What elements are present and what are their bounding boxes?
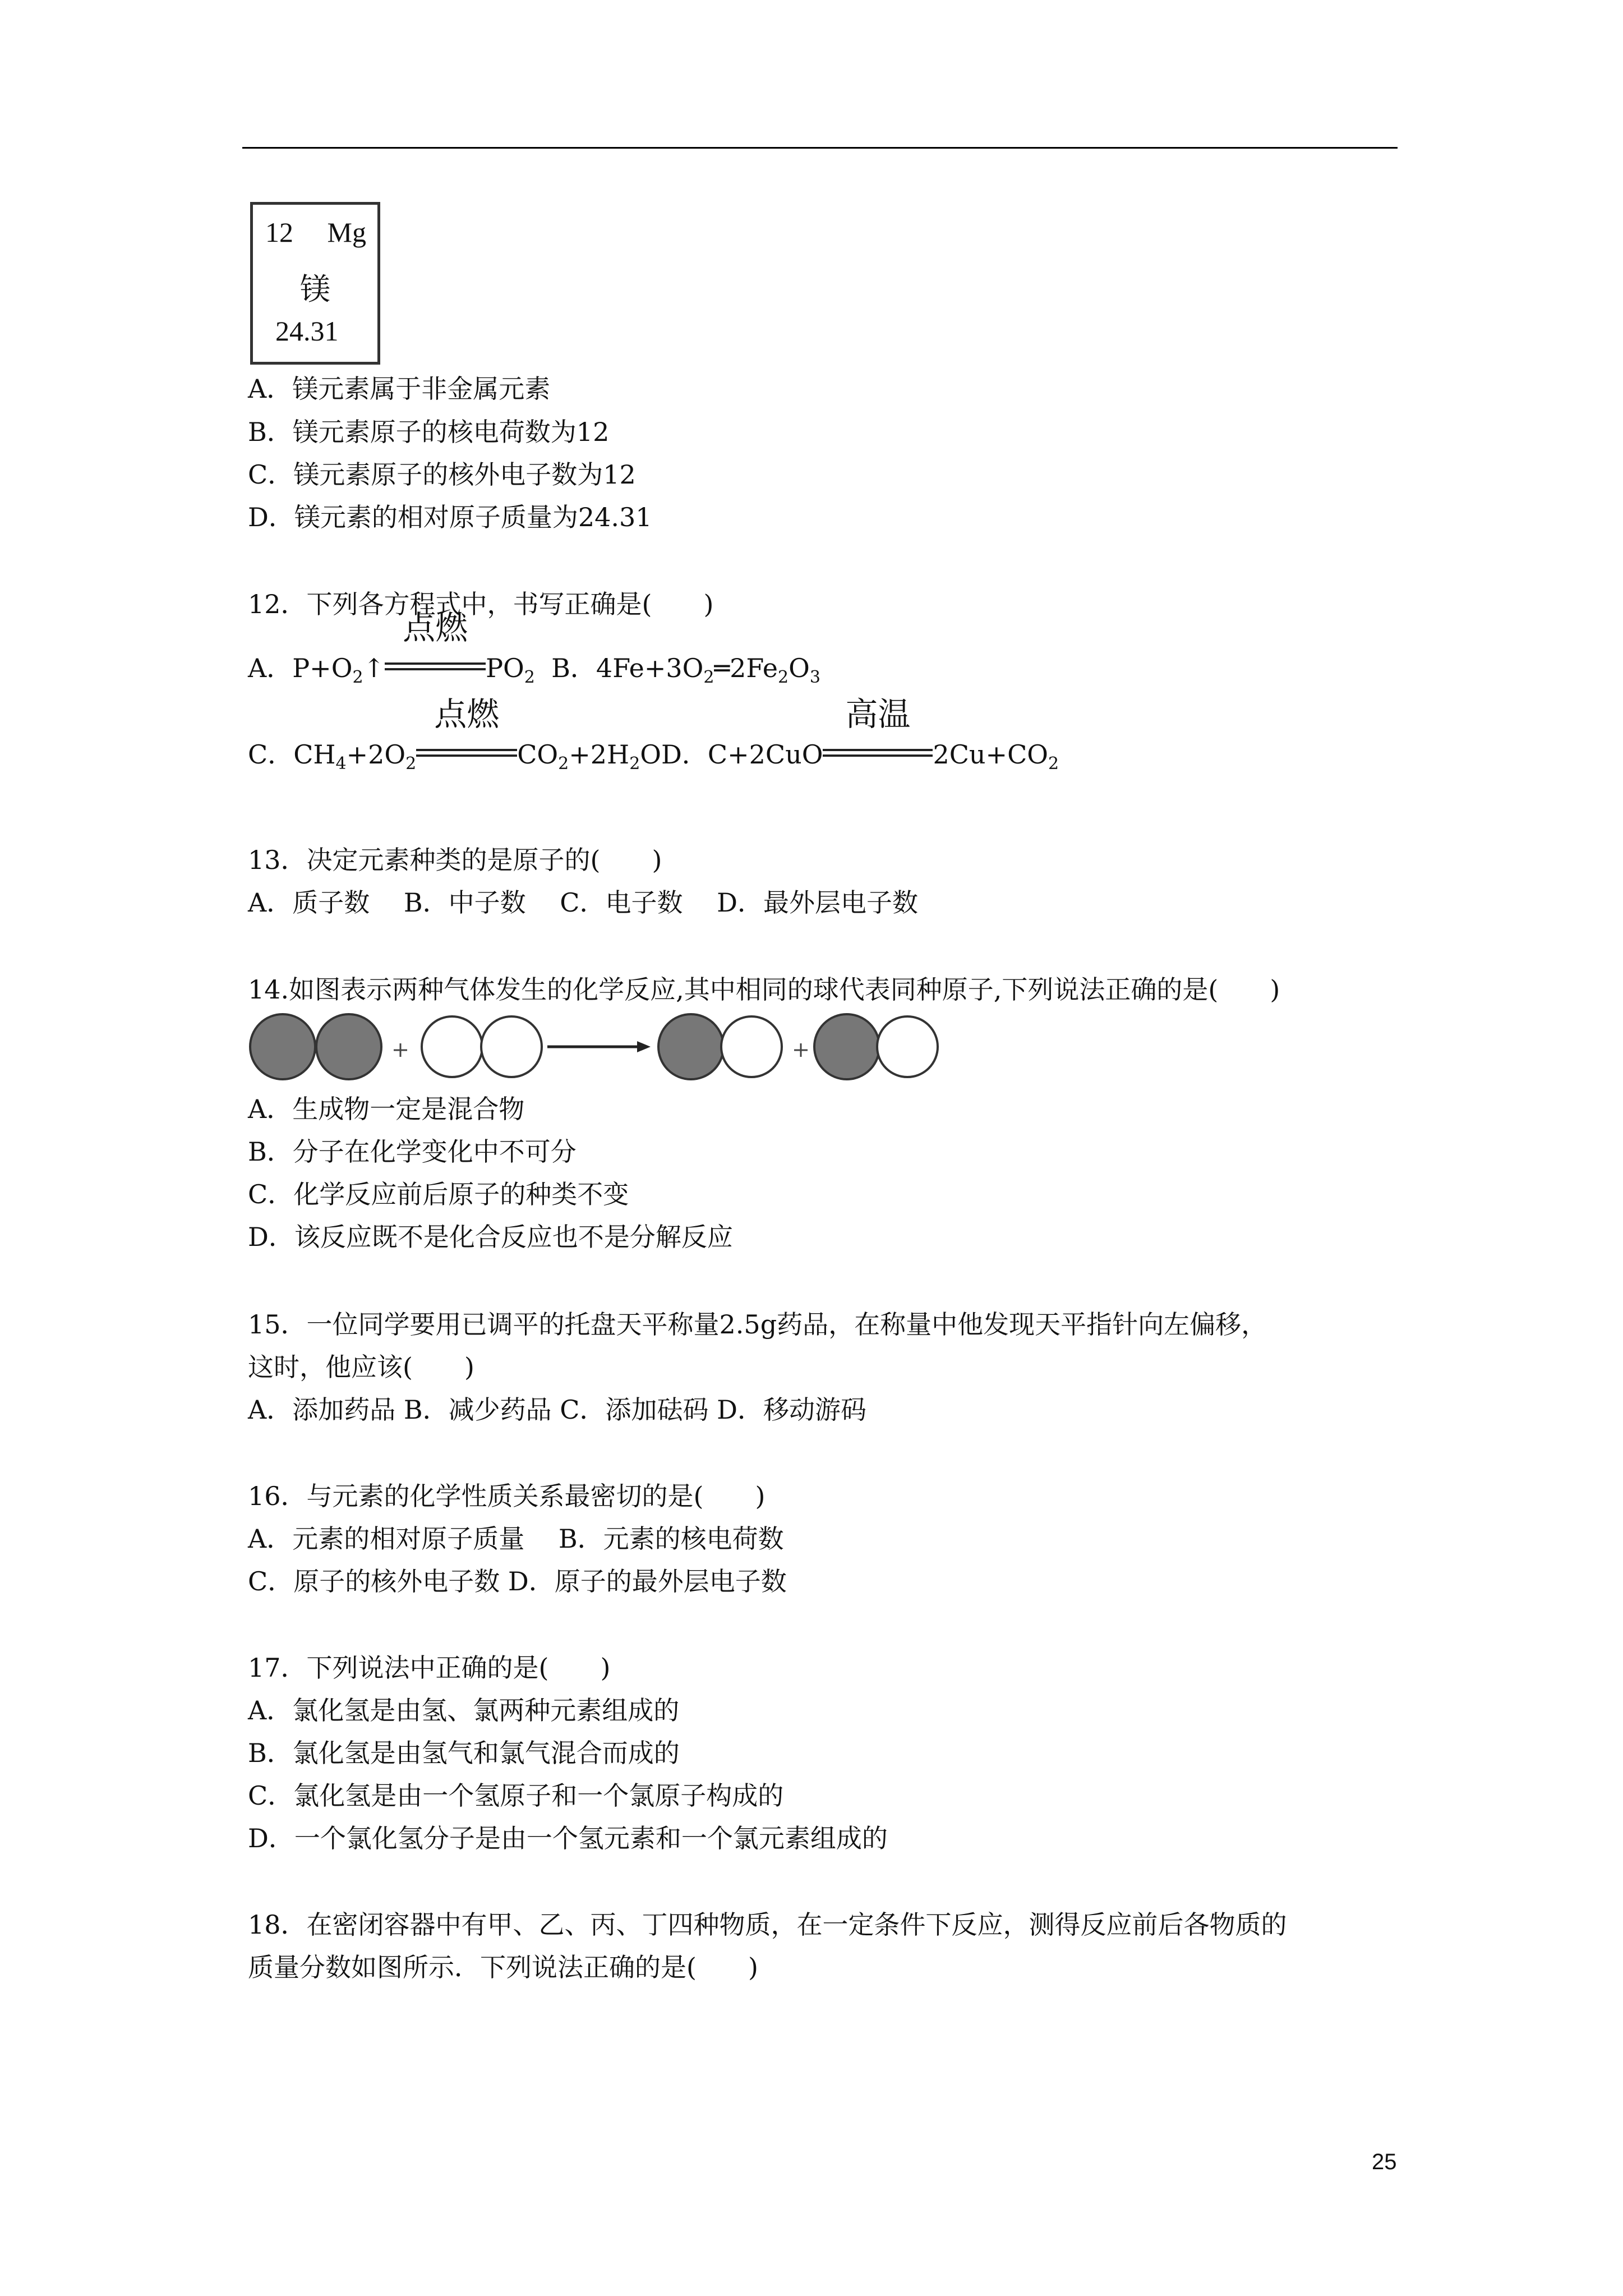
atomic-mass: 24.31 [275,315,339,347]
q11-option-c: C．镁元素原子的核外电子数为12 [248,459,636,490]
element-card [250,202,380,365]
reaction-diagram-full [0,1013,1623,1080]
q14-option-a: A．生成物一定是混合物 [248,1094,525,1124]
q18-stem-line1: 18．在密闭容器中有甲、乙、丙、丁四种物质，在一定条件下反应，测得反应前后各物质的 [248,1910,1287,1940]
q13-options: A．质子数 B．中子数 C．电子数 D．最外层电子数 [248,887,918,918]
reactant-grey-atom-2 [316,1014,381,1079]
q17-stem: 17．下列说法中正确的是( ) [248,1653,611,1683]
q14-option-d: D．该反应既不是化合反应也不是分解反应 [248,1222,733,1252]
q16-stem: 16．与元素的化学性质关系最密切的是( ) [248,1481,766,1511]
q13-stem: 13．决定元素种类的是原子的( ) [248,845,662,875]
q16-options-line1: A．元素的相对原子质量 B．元素的核电荷数 [248,1524,784,1554]
atomic-number: 12 [265,217,293,248]
element-symbol: Mg [327,217,366,248]
q15-options: A．添加药品 B．减少药品 C．添加砝码 D．移动游码 [248,1395,866,1425]
q11-option-b: B．镁元素原子的核电荷数为12 [248,417,610,447]
page-number: 25 [1372,2150,1397,2174]
plus-sign-1 [394,1043,407,1057]
product2-white-atom [877,1016,938,1077]
product1-white-atom [721,1016,782,1077]
reactant-grey-atom-1 [250,1014,315,1079]
q12-option-a-label: A． [248,653,293,683]
q12-row-cd: C．$CH_4+2O_2$ 点燃 $CO_2+2H_2OD$．C+2CuO 高温 $2Cu+CO_2$ [248,695,1059,774]
q11-option-a: A．镁元素属于非金属元素 [248,374,551,404]
reactant-white-atom-2 [481,1016,542,1077]
q12-option-d-label: D． [661,739,708,770]
q17-option-b: B．氯化氢是由氢气和氯气混合而成的 [248,1738,680,1768]
q15-stem-line1: 15．一位同学要用已调平的托盘天平称量2.5g药品，在称量中他发现天平指针向左偏移， [248,1309,1267,1340]
q17-option-d: D．一个氯化氢分子是由一个氢元素和一个氯元素组成的 [248,1823,888,1853]
q17-option-c: C．氯化氢是由一个氢原子和一个氯原子构成的 [248,1780,784,1811]
header-rule [242,147,1398,149]
q18-stem-line2: 质量分数如图所示．下列说法正确的是( ) [248,1952,758,1982]
q15-stem-line2: 这时，他应该( ) [248,1352,474,1382]
q14-option-c: C．化学反应前后原子的种类不变 [248,1179,629,1209]
q11-option-d: D．镁元素的相对原子质量为24.31 [248,502,652,532]
q12-stem: 12．下列各方程式中，书写正确是( ) [248,589,714,619]
condition-ignite-2: 点燃 [434,695,500,733]
q12-option-c-label: C． [248,739,294,770]
q16-options-line2: C．原子的核外电子数 D．原子的最外层电子数 [248,1566,787,1596]
element-name: 镁 [300,273,330,306]
plus-sign-2 [794,1043,808,1057]
condition-high-temp: 高温 [845,695,911,733]
q14-option-b: B．分子在化学变化中不可分 [248,1137,577,1167]
product1-grey-atom [658,1014,723,1079]
q14-stem: 14.如图表示两种气体发生的化学反应,其中相同的球代表同种原子,下列说法正确的是( ) [248,974,1280,1005]
q12-option-b-label: B． [551,653,596,683]
reaction-arrow [547,1041,651,1052]
q12-row-ab: A．$P+O_2↑$ 点燃 $PO_2$ B．$4Fe+3O_2═2Fe_2O_3$ [248,609,820,687]
q17-option-a: A．氯化氢是由氢、氯两种元素组成的 [248,1695,680,1726]
condition-ignite: 点燃 [403,609,468,647]
product2-grey-atom [814,1014,879,1079]
reactant-white-atom-1 [422,1016,482,1077]
